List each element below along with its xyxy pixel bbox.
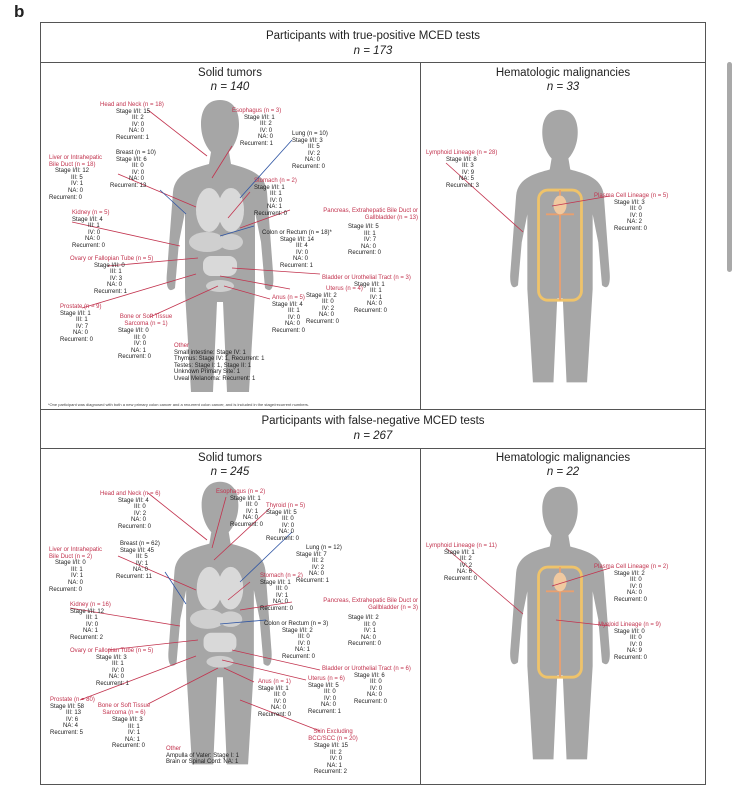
organ-label-ovary: Ovary or Fallopian Tube (n = 5) Stage I/II: 3 III: 1 IV: 0 NA: 0 Recurrent: 1 bbox=[70, 648, 154, 687]
organ-label-sarcoma: Bone or Soft Tissue Sarcoma (n = 6) bbox=[97, 703, 151, 716]
column-n: n = 33 bbox=[546, 81, 580, 93]
organ-label-prostate: Prostate (n = 80) Stage I/II: 58 III: 13 IV: 6 NA: 4 Recurrent: 5 bbox=[50, 697, 95, 736]
organ-label-stomach: Stomach (n = 2) Stage I/II: 1 III: 0 IV: 1 NA: 0 Recurrent: 0 bbox=[260, 573, 303, 612]
organ-label-kidney: Kidney (n = 5) Stage I/II: 4 III: 1 IV: 0 NA: 0 Recurrent: 0 bbox=[72, 210, 110, 249]
organ-label-uterus: Uterus (n = 4) Stage I/II: 2 III: 0 IV: 2 NA: 0 Recurrent: 0 bbox=[306, 286, 363, 325]
organ-label-sarcoma-values: Stage I/II: 3 III: 1 IV: 1 NA: 1 Recurrent: 0 bbox=[112, 717, 146, 750]
section-title: Participants with false-negative MCED tests bbox=[261, 415, 485, 427]
organ-label-liver: Liver or Intrahepatic Bile Duct (n = 18) Stage I/II: 12 III: 5 IV: 1 NA: 0 Recurrent: 0 bbox=[49, 155, 103, 201]
organ-label-pancreas-values: Stage I/II: 5 III: 1 IV: 7 NA: 0 Recurrent: 0 bbox=[348, 224, 382, 257]
organ-label-pancreas-values: Stage I/II: 2 III: 0 IV: 1 NA: 0 Recurrent: 0 bbox=[348, 615, 382, 648]
organ-label-lung: Lung (n = 10) Stage I/II: 3 III: 5 IV: 2 NA: 0 Recurrent: 0 bbox=[292, 131, 328, 170]
organ-label-esophagus: Esophagus (n = 2) Stage I/II: 1 III: 0 IV: 1 NA: 0 Recurrent: 0 bbox=[216, 489, 266, 528]
heme-label-lymphoid: Lymphoid Lineage (n = 28) Stage I/II: 8 III: 3 IV: 9 NA: 5 Recurrent: 3 bbox=[426, 150, 498, 189]
divider bbox=[40, 409, 706, 410]
section-n: n = 173 bbox=[353, 45, 393, 57]
scrollbar[interactable] bbox=[727, 62, 732, 272]
heme-body-figure bbox=[490, 92, 630, 402]
organ-label-pancreas: Pancreas, Extrahepatic Bile Duct or Gallbladder (n = 3) bbox=[323, 598, 418, 611]
organ-label-lung: Lung (n = 12) Stage I/II: 7 III: 2 IV: 2 NA: 0 Recurrent: 1 bbox=[296, 545, 342, 584]
organ-label-colon: Colon or Rectum (n = 3) Stage I/II: 2 III: 0 IV: 0 NA: 1 Recurrent: 0 bbox=[264, 621, 329, 660]
panel-letter: b bbox=[14, 2, 25, 21]
organ-label-liver: Liver or Intrahepatic Bile Duct (n = 2) Stage I/II: 0 III: 1 IV: 1 NA: 0 Recurrent: 0 bbox=[49, 547, 103, 593]
organ-label-ovary: Ovary or Fallopian Tube (n = 5) Stage I/II: 0 III: 1 IV: 3 NA: 0 Recurrent: 1 bbox=[70, 256, 154, 295]
organ-label-pancreas: Pancreas, Extrahepatic Bile Duct or Gallbladder (n = 13) bbox=[323, 208, 418, 221]
organ-label-anus: Anus (n = 1) Stage I/II: 1 III: 0 IV: 0 NA: 0 Recurrent: 0 bbox=[258, 679, 292, 718]
divider bbox=[420, 62, 421, 409]
organ-label-bladder: Bladder or Urothelial Tract (n = 3) Stage I/II: 1 III: 1 IV: 1 NA: 0 Recurrent: 0 bbox=[322, 275, 411, 314]
organ-label-bladder: Bladder or Urothelial Tract (n = 6) Stage I/II: 6 III: 0 IV: 0 NA: 0 Recurrent: 0 bbox=[322, 666, 411, 705]
column-n: n = 245 bbox=[210, 466, 250, 478]
divider bbox=[420, 448, 421, 785]
organ-label-sarcoma-values: Stage I/II: 0 III: 0 IV: 0 NA: 1 Recurrent: 0 bbox=[118, 328, 152, 361]
heme-label-plasma-cell: Plasma Cell Lineage (n = 5) Stage I/II: 3 III: 0 IV: 0 NA: 2 Recurrent: 0 bbox=[594, 193, 669, 232]
section-title-false-negative bbox=[40, 414, 706, 444]
column-title: Hematologic malignancies bbox=[495, 452, 631, 464]
organ-label-skin: Skin Excluding BCC/SCC (n = 20) bbox=[308, 729, 358, 742]
organ-label-colon: Colon or Rectum (n = 18)* Stage I/II: 14 III: 4 IV: 0 NA: 0 Recurrent: 1 bbox=[262, 230, 332, 269]
divider bbox=[40, 62, 706, 63]
organ-label-stomach: Stomach (n = 2) Stage I/II: 1 III: 1 IV: 0 NA: 1 Recurrent: 0 bbox=[254, 178, 297, 217]
organ-label-kidney: Kidney (n = 16) Stage I/II: 12 III: 1 IV: 0 NA: 1 Recurrent: 2 bbox=[70, 602, 111, 641]
organ-label-sarcoma: Bone or Soft Tissue Sarcoma (n = 1) bbox=[119, 314, 173, 327]
heme-label-plasma-cell: Plasma Cell Lineage (n = 2) Stage I/II: 2 III: 0 IV: 0 NA: 0 Recurrent: 0 bbox=[594, 564, 669, 603]
column-title: Hematologic malignancies bbox=[495, 67, 631, 79]
column-title: Solid tumors bbox=[198, 452, 262, 464]
organ-label-skin-values: Stage I/II: 15 III: 2 IV: 0 NA: 1 Recurrent: 2 bbox=[314, 743, 349, 776]
column-n: n = 140 bbox=[210, 81, 250, 93]
section-title: Participants with true-positive MCED tests bbox=[265, 30, 481, 42]
column-title-solid bbox=[40, 66, 420, 94]
other-cancers-list: Other Small intestine: Stage IV: 1 Thymus: Stage IV: 1, Recurrent: 1 Testes: Stage I: 1, Stage II: 1 Unknown Primary Site: 1 Uveal Melanoma: Recurrent: 1 bbox=[174, 343, 265, 382]
heme-label-lymphoid: Lymphoid Lineage (n = 11) Stage I/II: 1 III: 2 IV: 2 NA: 6 Recurrent: 0 bbox=[426, 543, 497, 582]
organ-label-head-neck: Head and Neck (n = 18) Stage I/II: 15 III: 2 IV: 0 NA: 0 Recurrent: 1 bbox=[100, 102, 164, 141]
organ-label-breast: Breast (n = 10) Stage I/II: 6 III: 0 IV: 0 NA: 0 Recurrent: 13 bbox=[110, 150, 156, 189]
organ-label-breast: Breast (n = 62) Stage I/II: 45 III: 5 IV: 1 NA: 0 Recurrent: 11 bbox=[116, 541, 160, 580]
organ-label-prostate: Prostate (n = 9) Stage I/II: 1 III: 1 IV: 7 NA: 0 Recurrent: 0 bbox=[60, 304, 102, 343]
organ-label-anus: Anus (n = 5) Stage I/II: 4 III: 1 IV: 0 NA: 0 Recurrent: 0 bbox=[272, 295, 306, 334]
other-cancers-list: Other Ampulla of Vater: Stage I: 1 Brain or Spinal Cord: NA: 1 bbox=[166, 746, 239, 766]
column-title: Solid tumors bbox=[198, 67, 262, 79]
divider bbox=[40, 448, 706, 449]
footnote: *One participant was diagnosed with both a new primary colon cancer and a recurrent colon cancer, and is included in the stage/recurrent numbers. bbox=[48, 402, 310, 407]
organ-label-thyroid: Thyroid (n = 5) Stage I/II: 5 III: 0 IV: 0 NA: 0 Recurrent: 0 bbox=[266, 503, 306, 542]
section-title-true-positive bbox=[40, 29, 706, 59]
column-title-heme bbox=[420, 66, 706, 94]
organ-label-uterus: Uterus (n = 6) Stage I/II: 5 III: 0 IV: 0 NA: 0 Recurrent: 1 bbox=[308, 676, 345, 715]
heme-label-myeloid: Myeloid Lineage (n = 9) Stage I/II: 0 III: 0 IV: 0 NA: 9 Recurrent: 0 bbox=[598, 622, 661, 661]
section-n: n = 267 bbox=[353, 430, 393, 442]
column-n: n = 22 bbox=[546, 466, 580, 478]
organ-label-head-neck: Head and Neck (n = 6) Stage I/II: 4 III: 0 IV: 2 NA: 0 Recurrent: 0 bbox=[100, 491, 161, 530]
organ-label-esophagus: Esophagus (n = 3) Stage I/II: 1 III: 2 IV: 0 NA: 0 Recurrent: 1 bbox=[232, 108, 282, 147]
